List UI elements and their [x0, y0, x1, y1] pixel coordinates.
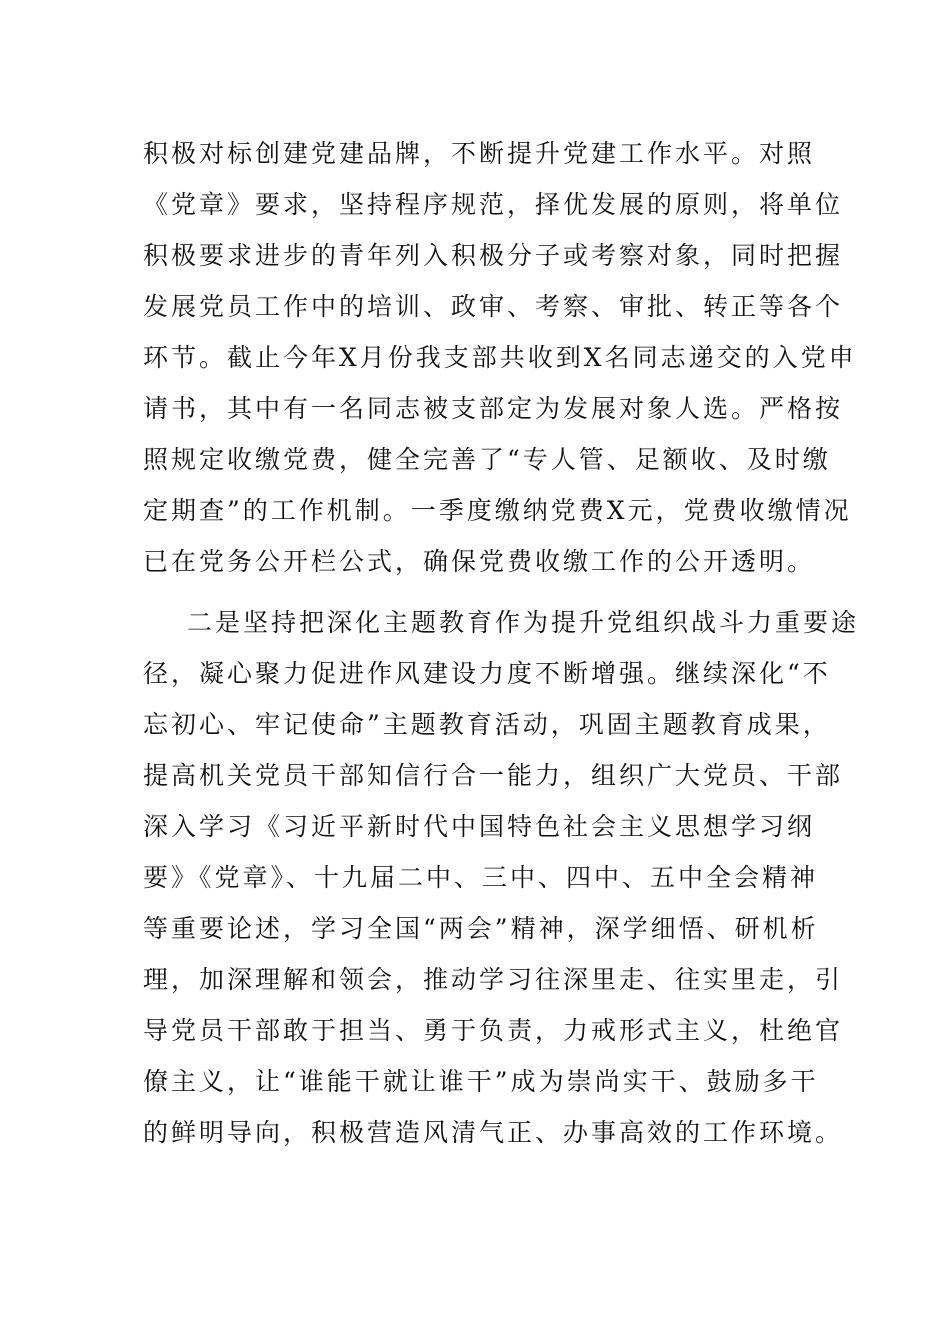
text-line: 请书，其中有一名同志被支部定为发展对象人选。严格按 — [143, 394, 844, 423]
text-line: 理，加深理解和领会，推动学习往深里走、往实里走，引 — [143, 965, 844, 994]
text-line: 照规定收缴党费，健全完善了“专人管、足额收、及时缴 — [143, 445, 831, 474]
text-line: 忘初心、牢记使命”主题教育活动，巩固主题教育成果， — [143, 710, 831, 739]
text-line: 径，凝心聚力促进作风建设力度不断增强。继续深化“不 — [143, 659, 831, 688]
document-body — [143, 128, 860, 1158]
text-line: 积极对标创建党建品牌，不断提升党建工作水平。对照 — [143, 139, 816, 168]
text-line: 等重要论述，学习全国“两会”精神，深学细悟、研机析 — [143, 914, 819, 943]
text-line: 环节。截止今年X月份我支部共收到X名同志递交的入党申 — [143, 343, 857, 372]
text-line: 深入学习《习近平新时代中国特色社会主义思想学习纲 — [143, 812, 816, 841]
text-line: 二是坚持把深化主题教育作为提升党组织战斗力重要途 — [187, 608, 860, 637]
text-line: 导党员干部敢于担当、勇于负责，力戒形式主义，杜绝官 — [143, 1016, 844, 1045]
text-line: 已在党务公开栏公式，确保党费收缴工作的公开透明。 — [143, 547, 816, 576]
text-line: 发展党员工作中的培训、政审、考察、审批、转正等各个 — [143, 292, 844, 321]
text-line: 的鲜明导向，积极营造风清气正、办事高效的工作环境。 — [143, 1118, 844, 1147]
paragraph-party-building — [143, 128, 857, 587]
text-line: 僚主义，让“谁能干就让谁干”成为崇尚实干、鼓励多干 — [143, 1067, 819, 1096]
text-line: 《党章》要求，坚持程序规范，择优发展的原则，将单位 — [143, 190, 844, 219]
text-line: 提高机关党员干部知信行合一能力，组织广大党员、干部 — [143, 761, 844, 790]
text-line: 积极要求进步的青年列入积极分子或考察对象，同时把握 — [143, 241, 844, 270]
text-line: 定期查”的工作机制。一季度缴纳党费X元，党费收缴情况 — [143, 496, 852, 525]
text-line: 要》《党章》、十九届二中、三中、四中、五中全会精神 — [143, 863, 819, 892]
paragraph-theme-education — [143, 597, 860, 1158]
